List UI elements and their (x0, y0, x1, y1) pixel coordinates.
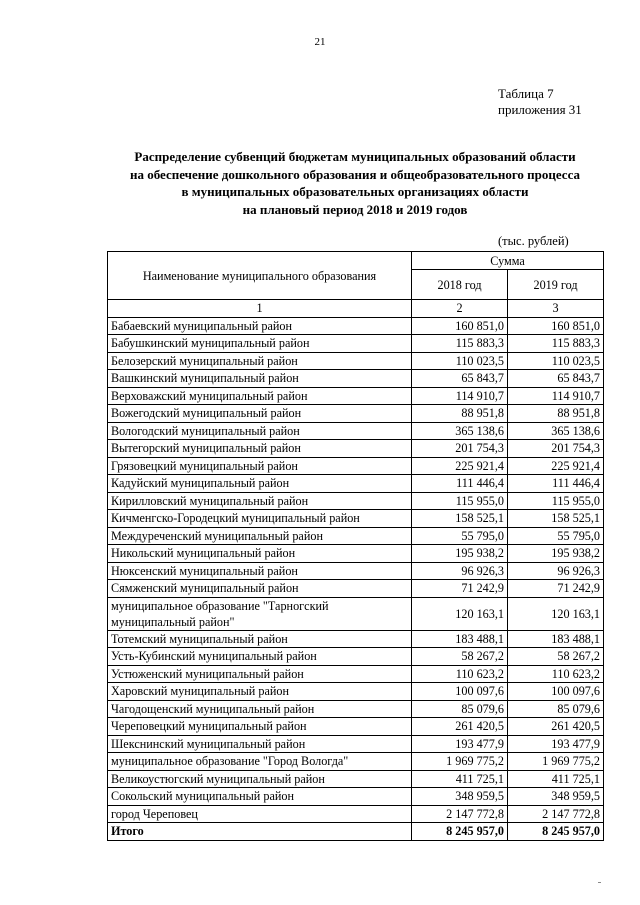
title-line: в муниципальных образовательных организациях области (181, 184, 529, 200)
table-row (108, 387, 604, 405)
municipality-name: Кичменгско-Городецкий муниципальный район (108, 510, 412, 528)
table-row (108, 475, 604, 493)
municipality-name: муниципальное образование "Город Вологда" (108, 753, 412, 771)
header-municipality: Наименование муниципального образования (108, 252, 412, 300)
table-row (108, 648, 604, 666)
table-row (108, 405, 604, 423)
amount-2018: 261 420,5 (412, 718, 508, 736)
amount-2019: 55 795,0 (508, 527, 604, 545)
document-title (100, 148, 610, 218)
amount-2019: 261 420,5 (508, 718, 604, 736)
municipality-name: Вытегорский муниципальный район (108, 440, 412, 458)
amount-2019: 65 843,7 (508, 370, 604, 388)
units-note: (тыс. рублей) (498, 234, 569, 248)
amount-2019: 110 023,5 (508, 352, 604, 370)
header-sum: Сумма (412, 252, 604, 270)
municipality-name: Белозерский муниципальный район (108, 352, 412, 370)
municipality-name: Усть-Кубинский муниципальный район (108, 648, 412, 666)
amount-2018: 96 926,3 (412, 562, 508, 580)
municipality-name: Вологодский муниципальный район (108, 422, 412, 440)
amount-2018: 411 725,1 (412, 770, 508, 788)
municipality-name: Бабушкинский муниципальный район (108, 335, 412, 353)
amount-2019: 193 477,9 (508, 735, 604, 753)
municipality-name: Бабаевский муниципальный район (108, 317, 412, 335)
amount-2018: 85 079,6 (412, 700, 508, 718)
amount-2019: 96 926,3 (508, 562, 604, 580)
header-column-number: 3 (508, 300, 604, 318)
amount-2018: 225 921,4 (412, 457, 508, 475)
table-row (108, 700, 604, 718)
table-row (108, 788, 604, 806)
municipality-name: Вожегодский муниципальный район (108, 405, 412, 423)
total-row (108, 823, 604, 841)
municipality-name: Вашкинский муниципальный район (108, 370, 412, 388)
table-row (108, 770, 604, 788)
amount-2018: 114 910,7 (412, 387, 508, 405)
amount-2018: 160 851,0 (412, 317, 508, 335)
table-row (108, 805, 604, 823)
amount-2018: 71 242,9 (412, 580, 508, 598)
amount-2018: 201 754,3 (412, 440, 508, 458)
municipality-name: Кадуйский муниципальный район (108, 475, 412, 493)
appendix-annex-label: приложения 31 (498, 102, 582, 117)
amount-2018: 115 955,0 (412, 492, 508, 510)
amount-2018: 158 525,1 (412, 510, 508, 528)
amount-2019: 2 147 772,8 (508, 805, 604, 823)
amount-2019: 85 079,6 (508, 700, 604, 718)
amount-2018: 111 446,4 (412, 475, 508, 493)
table-row (108, 492, 604, 510)
amount-2019: 183 488,1 (508, 630, 604, 648)
table-row (108, 422, 604, 440)
table-row (108, 527, 604, 545)
total-2019: 8 245 957,0 (508, 823, 604, 841)
municipality-name: Никольский муниципальный район (108, 545, 412, 563)
municipality-name: Верховажский муниципальный район (108, 387, 412, 405)
amount-2018: 2 147 772,8 (412, 805, 508, 823)
table-row (108, 718, 604, 736)
amount-2018: 365 138,6 (412, 422, 508, 440)
municipality-name: Великоустюгский муниципальный район (108, 770, 412, 788)
title-line: на обеспечение дошкольного образования и общеобразовательного процесса (129, 166, 581, 182)
header-year-2018: 2018 год (412, 270, 508, 300)
appendix-reference (498, 86, 582, 118)
amount-2019: 100 097,6 (508, 683, 604, 701)
table-row (108, 683, 604, 701)
municipality-name: Череповецкий муниципальный район (108, 718, 412, 736)
title-line: Распределение субвенций бюджетам муниципальных образований области (134, 149, 576, 164)
amount-2019: 160 851,0 (508, 317, 604, 335)
amount-2018: 88 951,8 (412, 405, 508, 423)
amount-2019: 111 446,4 (508, 475, 604, 493)
municipality-name: Кирилловский муниципальный район (108, 492, 412, 510)
table-row (108, 457, 604, 475)
header-year-2019: 2019 год (508, 270, 604, 300)
amount-2018: 115 883,3 (412, 335, 508, 353)
amount-2019: 58 267,2 (508, 648, 604, 666)
table-row (108, 510, 604, 528)
title-line: на плановый период 2018 и 2019 годов (242, 201, 468, 217)
table-row (108, 562, 604, 580)
amount-2019: 114 910,7 (508, 387, 604, 405)
subvention-table (107, 251, 604, 841)
amount-2018: 100 097,6 (412, 683, 508, 701)
municipality-name: Тотемский муниципальный район (108, 630, 412, 648)
table-row (108, 440, 604, 458)
amount-2019: 348 959,5 (508, 788, 604, 806)
amount-2018: 120 163,1 (412, 597, 508, 630)
municipality-name: Сямженский муниципальный район (108, 580, 412, 598)
amount-2018: 58 267,2 (412, 648, 508, 666)
table-row (108, 753, 604, 771)
amount-2018: 110 623,2 (412, 665, 508, 683)
amount-2019: 158 525,1 (508, 510, 604, 528)
table-row (108, 352, 604, 370)
amount-2019: 71 242,9 (508, 580, 604, 598)
table-row (108, 597, 604, 630)
table-row (108, 630, 604, 648)
amount-2019: 115 955,0 (508, 492, 604, 510)
header-column-number: 1 (108, 300, 412, 318)
municipality-name: муниципальное образование "Тарногский муниципальный район" (108, 597, 412, 630)
municipality-name: Чагодощенский муниципальный район (108, 700, 412, 718)
amount-2018: 1 969 775,2 (412, 753, 508, 771)
amount-2018: 193 477,9 (412, 735, 508, 753)
municipality-name: Шекснинский муниципальный район (108, 735, 412, 753)
table-body (108, 317, 604, 823)
table-row (108, 335, 604, 353)
municipality-name: Харовский муниципальный район (108, 683, 412, 701)
amount-2019: 201 754,3 (508, 440, 604, 458)
header-column-number: 2 (412, 300, 508, 318)
amount-2019: 88 951,8 (508, 405, 604, 423)
table-row (108, 735, 604, 753)
municipality-name: Междуреченский муниципальный район (108, 527, 412, 545)
amount-2019: 1 969 775,2 (508, 753, 604, 771)
page-number: 21 (314, 36, 326, 48)
table-row (108, 580, 604, 598)
amount-2018: 348 959,5 (412, 788, 508, 806)
table-row (108, 317, 604, 335)
amount-2019: 225 921,4 (508, 457, 604, 475)
table-row (108, 665, 604, 683)
amount-2019: 411 725,1 (508, 770, 604, 788)
municipality-name: Грязовецкий муниципальный район (108, 457, 412, 475)
amount-2018: 195 938,2 (412, 545, 508, 563)
amount-2018: 65 843,7 (412, 370, 508, 388)
municipality-name: город Череповец (108, 805, 412, 823)
table-row (108, 370, 604, 388)
amount-2019: 195 938,2 (508, 545, 604, 563)
scan-mark (598, 882, 601, 883)
amount-2018: 183 488,1 (412, 630, 508, 648)
amount-2018: 55 795,0 (412, 527, 508, 545)
total-label: Итого (108, 823, 412, 841)
amount-2018: 110 023,5 (412, 352, 508, 370)
amount-2019: 110 623,2 (508, 665, 604, 683)
amount-2019: 365 138,6 (508, 422, 604, 440)
total-2018: 8 245 957,0 (412, 823, 508, 841)
appendix-table-label: Таблица 7 (498, 86, 554, 101)
municipality-name: Нюксенский муниципальный район (108, 562, 412, 580)
amount-2019: 115 883,3 (508, 335, 604, 353)
municipality-name: Устюженский муниципальный район (108, 665, 412, 683)
table-row (108, 545, 604, 563)
amount-2019: 120 163,1 (508, 597, 604, 630)
municipality-name: Сокольский муниципальный район (108, 788, 412, 806)
